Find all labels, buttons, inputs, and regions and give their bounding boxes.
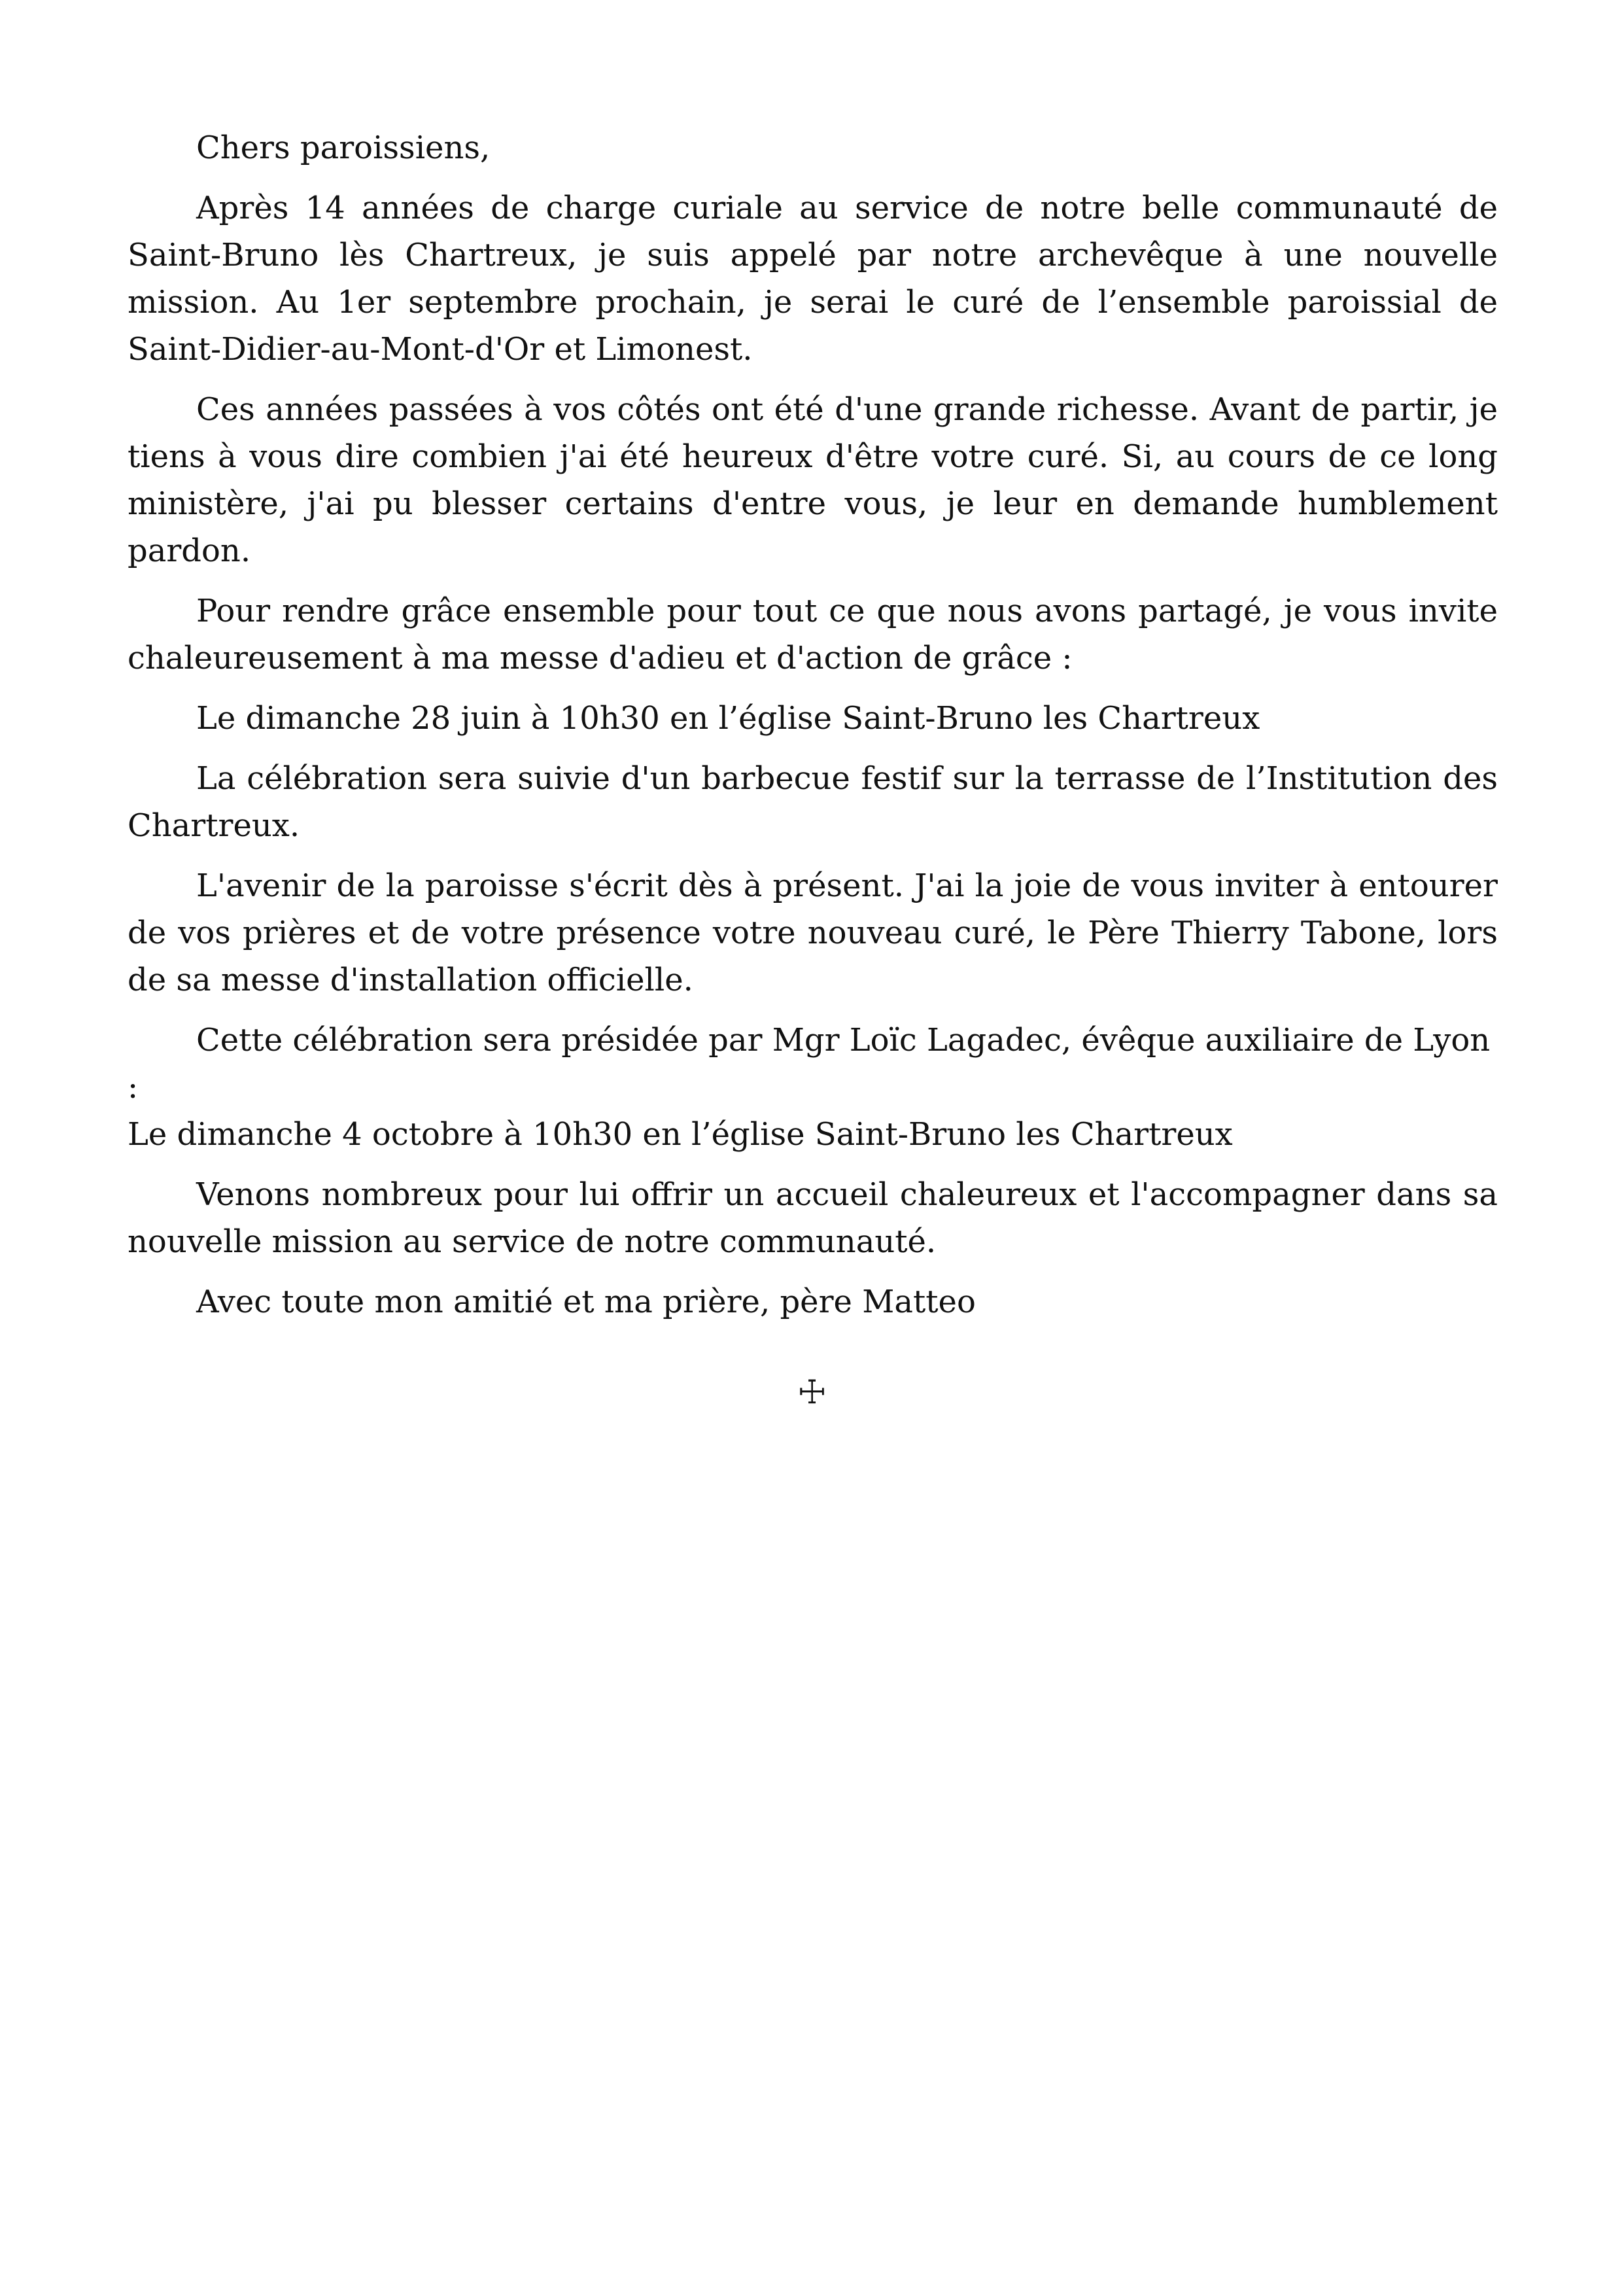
farewell-mass-date: Le dimanche 28 juin à 10h30 en l’église Saint-Bruno les Chartreux [196,700,1260,737]
paragraph-thanks: Ces années passées à vos côtés ont été d'une grande richesse. Avant de partir, je tiens à vous dire combien j'ai été heureux d'être votre curé. Si, au cours de ce long ministère, j'ai pu blesser certains d'entre vous, je leur en demande humblement pardon. [128,391,1498,569]
installation-mass-block [128,1017,1498,1158]
paragraph-welcome: Venons nombreux pour lui offrir un accueil chaleureux et l'accompagner dans sa nouvelle mission au service de notre communauté. [128,1176,1498,1260]
cross-pattee-icon: ☩ [797,1373,827,1411]
paragraph-barbecue: La célébration sera suivie d'un barbecue festif sur la terrasse de l’Institution des Chartreux. [128,760,1498,844]
paragraph-farewell-invitation: Pour rendre grâce ensemble pour tout ce que nous avons partagé, je vous invite chaleureusement à ma messe d'adieu et d'action de grâce : [128,593,1498,676]
signature: Avec toute mon amitié et ma prière, père Matteo [196,1284,976,1320]
letter-body [128,124,1498,1339]
paragraph-new-priest: L'avenir de la paroisse s'écrit dès à présent. J'ai la joie de vous inviter à entourer de vos prières et de votre présence votre nouveau curé, le Père Thierry Tabone, lors de sa messe d'installation officielle. [128,867,1498,998]
installation-presider: Cette célébration sera présidée par Mgr Loïc Lagadec, évêque auxiliaire de Lyon : [128,1022,1491,1106]
installation-mass-date: Le dimanche 4 octobre à 10h30 en l’église Saint-Bruno les Chartreux [128,1116,1233,1153]
paragraph-new-mission: Après 14 années de charge curiale au service de notre belle communauté de Saint-Bruno lès Chartreux, je suis appelé par notre archevêque à une nouvelle mission. Au 1er septembre prochain, je serai le curé de l’ensemble paroissial de Saint-Didier-au-Mont-d'Or et Limonest. [128,190,1498,368]
greeting: Chers paroissiens, [196,130,491,166]
